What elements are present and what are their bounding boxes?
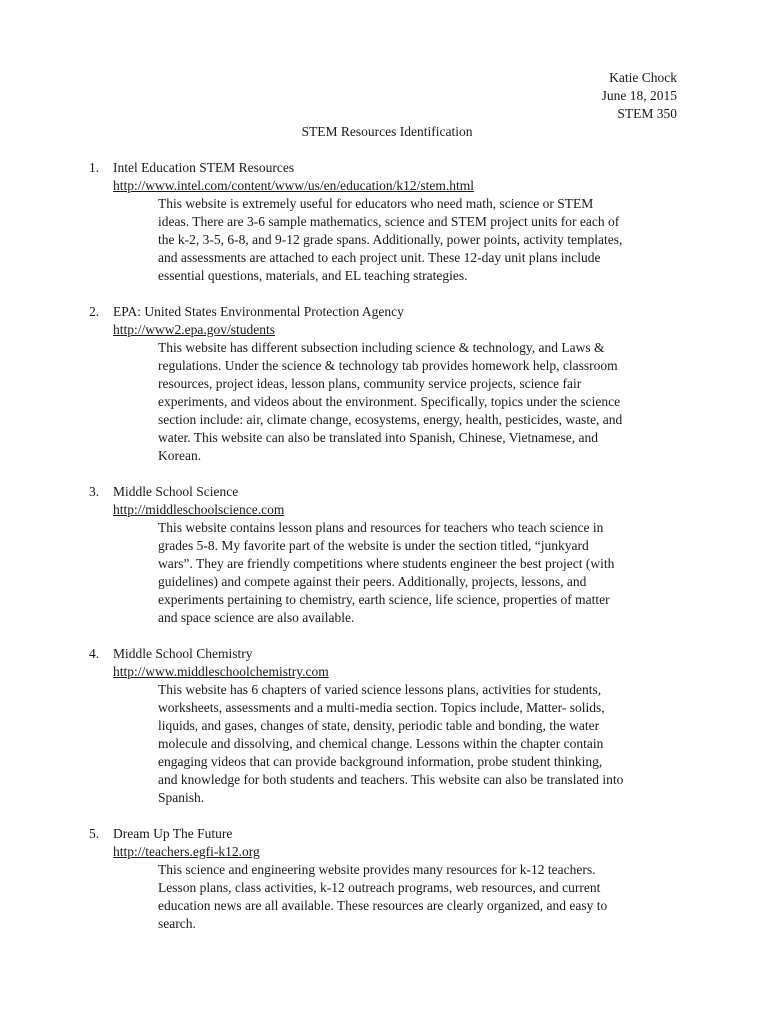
document-title: STEM Resources Identification	[301, 124, 473, 139]
description-line: ideas. There are 3-6 sample mathematics, science and STEM project units for each of	[158, 214, 620, 229]
description-line: regulations. Under the science & technology tab provides homework help, classroom	[158, 358, 618, 373]
resource-description	[113, 519, 658, 627]
item-number: 2.	[89, 304, 100, 319]
description-line: engaging videos that can provide background information, probe student thinking,	[158, 754, 603, 769]
description-line: experiments, and videos about the environment. Specifically, topics under the science	[158, 394, 621, 409]
description-line: Spanish.	[158, 790, 205, 805]
description-line: and assessments are attached to each project unit. These 12-day unit plans include	[158, 250, 601, 265]
description-line: grades 5-8. My favorite part of the website is under the section titled, “junkyard	[158, 538, 589, 553]
description-line: experiments pertaining to chemistry, earth science, life science, properties of matter	[158, 592, 610, 607]
description-line: This science and engineering website provides many resources for k-12 teachers.	[158, 862, 596, 877]
resource-description	[113, 339, 658, 465]
description-line: This website has different subsection including science & technology, and Laws &	[158, 340, 605, 355]
description-line: Korean.	[158, 448, 202, 463]
description-line: and knowledge for both students and teachers. This website can also be translated into	[158, 772, 624, 787]
resource-item	[89, 303, 689, 465]
resource-link[interactable]: http://www2.epa.gov/students	[113, 322, 275, 337]
document-date: June 18, 2015	[601, 88, 677, 103]
item-number: 4.	[89, 646, 100, 661]
resource-link[interactable]: http://middleschoolscience.com	[113, 502, 285, 517]
description-line: worksheets, assessments and a multi-media section. Topics include, Matter- solids,	[158, 700, 605, 715]
resource-title: Middle School Science	[113, 484, 239, 499]
resource-link[interactable]: http://www.intel.com/content/www/us/en/education/k12/stem.html	[113, 178, 474, 193]
description-line: wars”. They are friendly competitions where students engineer the best project (with	[158, 556, 615, 571]
resource-list	[89, 159, 689, 951]
item-number: 1.	[89, 160, 100, 175]
description-line: essential questions, materials, and EL teaching strategies.	[158, 268, 468, 283]
description-line: liquids, and gases, changes of state, density, periodic table and bonding, the water	[158, 718, 600, 733]
course-code: STEM 350	[617, 106, 677, 121]
resource-link[interactable]: http://www.middleschoolchemistry.com	[113, 664, 329, 679]
description-line: This website contains lesson plans and resources for teachers who teach science in	[158, 520, 604, 535]
description-line: education news are all available. These resources are clearly organized, and easy to	[158, 898, 608, 913]
description-line: the k-2, 3-5, 6-8, and 9-12 grade spans. Additionally, power points, activity templates,	[158, 232, 623, 247]
resource-title: Dream Up The Future	[113, 826, 233, 841]
description-line: search.	[158, 916, 196, 931]
resource-title: EPA: United States Environmental Protection Agency	[113, 304, 404, 319]
resource-item	[89, 645, 689, 807]
description-line: Lesson plans, class activities, k-12 outreach programs, web resources, and current	[158, 880, 601, 895]
resource-item	[89, 159, 689, 285]
resource-link[interactable]: http://teachers.egfi-k12.org	[113, 844, 260, 859]
resource-title: Middle School Chemistry	[113, 646, 253, 661]
resource-item	[89, 825, 689, 933]
resource-description	[113, 681, 658, 807]
resource-description	[113, 861, 658, 933]
resource-title: Intel Education STEM Resources	[113, 160, 295, 175]
description-line: resources, project ideas, lesson plans, community service projects, science fair	[158, 376, 582, 391]
author-name: Katie Chock	[609, 70, 677, 85]
description-line: and space science are also available.	[158, 610, 355, 625]
description-line: molecule and dissolving, and chemical change. Lessons within the chapter contain	[158, 736, 604, 751]
resource-description	[113, 195, 658, 285]
description-line: This website has 6 chapters of varied science lessons plans, activities for students,	[158, 682, 602, 697]
author-header	[602, 69, 677, 123]
description-line: guidelines) and compete against their peers. Additionally, projects, lessons, and	[158, 574, 587, 589]
item-number: 5.	[89, 826, 100, 841]
item-number: 3.	[89, 484, 100, 499]
description-line: This website is extremely useful for educators who need math, science or STEM	[158, 196, 594, 211]
description-line: section include: air, climate change, ecosystems, energy, health, pesticides, waste, and	[158, 412, 623, 427]
resource-item	[89, 483, 689, 627]
description-line: water. This website can also be translated into Spanish, Chinese, Vietnamese, and	[158, 430, 598, 445]
